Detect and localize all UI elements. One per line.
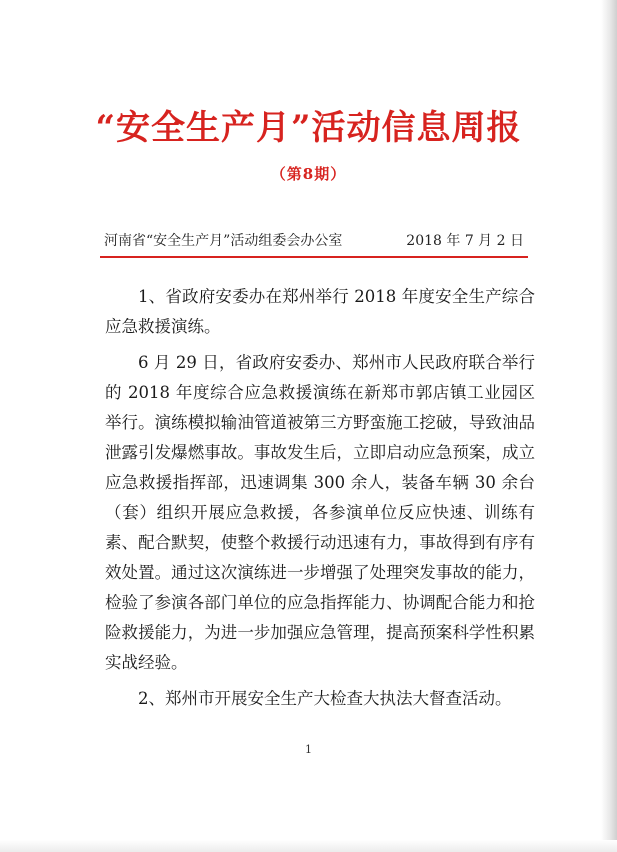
issue-number: （第8期） bbox=[270, 165, 347, 183]
bulletin-body bbox=[105, 282, 535, 720]
issue-date: 2018 年 7 月 2 日 bbox=[406, 233, 524, 249]
bulletin-title: “安全生产月”活动信息周报 bbox=[95, 108, 522, 148]
item-heading-1: 1、省政府安委办在郑州举行 2018 年度安全生产综合应急救援演练。 bbox=[105, 287, 535, 336]
red-divider-line bbox=[100, 256, 528, 258]
issuing-organization: 河南省“安全生产月”活动组委会办公室 bbox=[104, 233, 343, 249]
item-paragraph-1: 6 月 29 日，省政府安委办、郑州市人民政府联合举行的 2018 年度综合应急救援演练在新郑市郭店镇工业园区举行。演练模拟输油管道被第三方野蛮施工挖破，导致油品泄露引发爆燃事故。事故发生后，立即启动应急预案，成立应急救援指挥部，迅速调集 300 余人，装备车辆 30 余台（套）组织开展应急救援，各参演单位反应快速、训练有素、配合默契，使整个救援行动迅速有力，事故得到有序有效处置。通过这次演练进一步增强了处理突发事故的能力，检验了参演各部门单位的应急指挥能力、协调配合能力和抢险救援能力，为进一步加强应急管理，提高预案科学性积累实战经验。 bbox=[105, 353, 535, 672]
page-number: 1 bbox=[305, 743, 312, 756]
bulletin-header-line bbox=[104, 230, 524, 252]
item-heading-2: 2、郑州市开展安全生产大检查大执法大督查活动。 bbox=[138, 689, 512, 708]
scan-bottom-shadow bbox=[0, 840, 617, 852]
